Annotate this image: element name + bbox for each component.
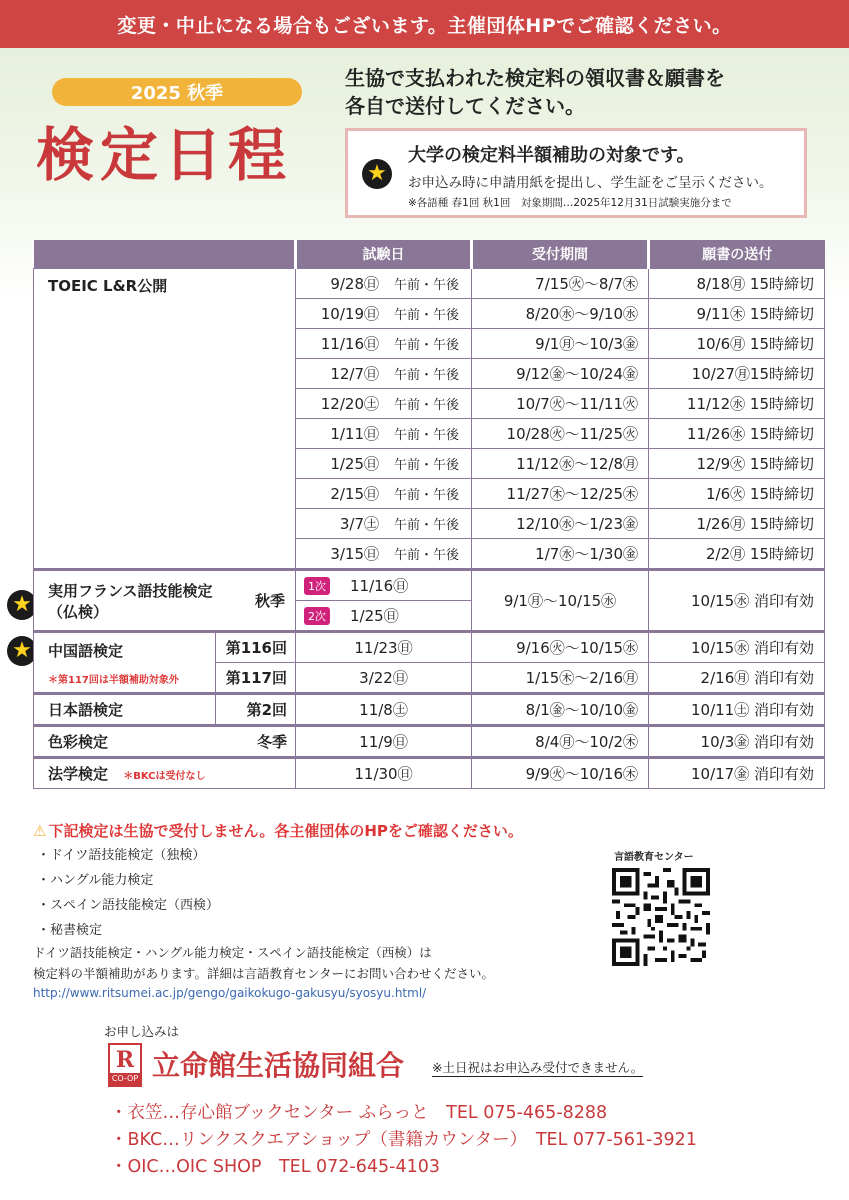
table-row [34, 632, 825, 663]
list-item: ・ハングル能力検定 [37, 873, 154, 888]
list-item: ・スペイン語技能検定（西検） [37, 898, 220, 913]
shop-item: ・衣笠…存心館ブックセンター ふらっと TEL 075-465-8288 [110, 1103, 608, 1123]
warning-icon: ⚠ [33, 822, 47, 840]
exam-date: 10/19㊐ 午前・午後 [296, 299, 472, 329]
round: 第2回 [216, 694, 296, 726]
shop-item: ・OIC…OIC SHOP TEL 072-645-4103 [110, 1157, 440, 1177]
info-link[interactable]: http://www.ritsumei.ac.jp/gengo/gaikokugo-gakusyu/syosyu.html/ [33, 986, 427, 1000]
coop-name: 立命館生活協同組合 [152, 1049, 405, 1082]
send-deadline: 10/11㊏ 消印有効 [649, 694, 825, 726]
period: 10/7㊋～11/11㊋ [472, 389, 649, 419]
not-accepted-list [37, 843, 219, 943]
exam-date: 2/15㊐ 午前・午後 [296, 479, 472, 509]
exam-date: 11/30㊐ [296, 758, 472, 789]
period: 9/1㊊～10/3㊎ [472, 329, 649, 359]
list-item: ・秘書検定 [37, 923, 103, 938]
exam-date: 11/8㊏ [296, 694, 472, 726]
star-icon: ★ [7, 636, 37, 666]
exam-date: 11/9㊐ [296, 726, 472, 758]
send-deadline: 10/15㊌ 消印有効 [649, 632, 825, 663]
coop-logo: R CO-OP [108, 1043, 142, 1087]
period: 1/15㊍～2/16㊊ [472, 663, 649, 694]
send-deadline: 8/18㊊ 15時締切 [649, 269, 825, 299]
exam-date: 1/11㊐ 午前・午後 [296, 419, 472, 449]
apply-label: お申し込みは [104, 1024, 180, 1039]
table-row [34, 726, 825, 758]
send-deadline: 10/3㊎ 消印有効 [649, 726, 825, 758]
period: 9/9㊋～10/16㊍ [472, 758, 649, 789]
round: 第116回 [216, 632, 296, 663]
exam-name-chinese: 中国語検定 ＊第117回は半額補助対象外 [34, 632, 216, 694]
notice-text [345, 64, 725, 120]
table-header-row [34, 240, 825, 269]
chinese-note: ＊第117回は半額補助対象外 [48, 674, 179, 686]
color-round: 冬季 [256, 733, 287, 751]
warning-line: ⚠ 下記検定は生協で受付しません。各主催団体のHPをご確認ください。 [33, 822, 523, 840]
half-subsidy-note: ドイツ語技能検定・ハングル能力検定・スペイン語技能検定（西検）は 検定料の半額補助があります。詳細は言語教育センターにお問い合わせください。 [33, 945, 495, 981]
subsidy-title: 大学の検定料半額補助の対象です。 [408, 145, 695, 166]
subsidy-note: ※各語種 春1回 秋1回 対象期間…2025年12月31日試験実施分まで [408, 197, 732, 209]
period: 1/7㊌～1/30㊎ [472, 539, 649, 570]
season-pill: 2025 秋季 [52, 78, 302, 106]
period: 8/20㊌～9/10㊌ [472, 299, 649, 329]
exam-date: 11/23㊐ [296, 632, 472, 663]
exam-date: 9/28㊐ 午前・午後 [296, 269, 472, 299]
exam-name-japanese: 日本語検定 [34, 694, 216, 726]
subsidy-text: お申込み時に申請用紙を提出し、学生証をご呈示ください。 [408, 175, 773, 191]
send-deadline: 10/27㊊15時締切 [649, 359, 825, 389]
shop-item: ・BKC…リンクスクエアショップ（書籍カウンター） TEL 077-561-3921 [110, 1130, 697, 1150]
period: 11/12㊌～12/8㊊ [472, 449, 649, 479]
exam-name-color: 色彩検定 冬季 [34, 726, 296, 758]
send-deadline: 1/6㊋ 15時締切 [649, 479, 825, 509]
period: 8/4㊊～10/2㊍ [472, 726, 649, 758]
qr-code-icon[interactable] [612, 868, 710, 966]
send-deadline: 10/15㊌ 消印有効 [649, 570, 825, 632]
exam-date: 12/7㊐ 午前・午後 [296, 359, 472, 389]
exam-name-law: 法学検定 ＊BKCは受付なし [34, 758, 296, 789]
exam-date: 3/15㊐ 午前・午後 [296, 539, 472, 570]
exam-name-toeic: TOEIC L&R公開 [34, 269, 296, 570]
list-item: ・ドイツ語技能検定（独検） [37, 848, 206, 863]
table-row [34, 570, 825, 601]
french-name-line1: 実用フランス語技能検定 [48, 581, 213, 600]
stage-tag: 2次 [304, 607, 330, 625]
send-deadline: 2/2㊊ 15時締切 [649, 539, 825, 570]
send-deadline: 11/26㊌ 15時締切 [649, 419, 825, 449]
closed-note: ※土日祝はお申込み受付できません。 [432, 1060, 644, 1075]
law-note: ＊BKCは受付なし [123, 771, 206, 782]
header-send: 願書の送付 [649, 240, 825, 269]
exam-date: 3/7㊏ 午前・午後 [296, 509, 472, 539]
period: 9/16㊋～10/15㊌ [472, 632, 649, 663]
page-title: 検定日程 [36, 121, 293, 189]
qr-label: 言語教育センター [614, 852, 694, 863]
period: 10/28㊋～11/25㊋ [472, 419, 649, 449]
period: 11/27㊍～12/25㊍ [472, 479, 649, 509]
send-deadline: 2/16㊊ 消印有効 [649, 663, 825, 694]
exam-date: 2次 1/25㊐ [296, 601, 472, 632]
period: 8/1㊎～10/10㊎ [472, 694, 649, 726]
send-deadline: 10/6㊊ 15時締切 [649, 329, 825, 359]
subsidy-box [345, 128, 807, 218]
exam-date: 1次 11/16㊐ [296, 570, 472, 601]
table-row [34, 694, 825, 726]
period: 9/1㊊～10/15㊌ [472, 570, 649, 632]
table-row [34, 758, 825, 789]
send-deadline: 9/11㊍ 15時締切 [649, 299, 825, 329]
period: 12/10㊌～1/23㊎ [472, 509, 649, 539]
french-name-line2: （仏検） [48, 602, 109, 621]
send-deadline: 1/26㊊ 15時締切 [649, 509, 825, 539]
star-icon: ★ [362, 159, 392, 189]
stage-tag: 1次 [304, 577, 330, 595]
round: 第117回 [216, 663, 296, 694]
header-blank [34, 240, 296, 269]
star-icon: ★ [7, 590, 37, 620]
exam-date: 3/22㊐ [296, 663, 472, 694]
shop-list [110, 1100, 697, 1181]
header-period: 受付期間 [472, 240, 649, 269]
send-deadline: 12/9㊋ 15時締切 [649, 449, 825, 479]
table-row [34, 269, 825, 299]
send-deadline: 11/12㊌ 15時締切 [649, 389, 825, 419]
exam-date: 12/20㊏ 午前・午後 [296, 389, 472, 419]
exam-name-french [34, 570, 296, 632]
schedule-table [33, 240, 825, 789]
header-exam-date: 試験日 [296, 240, 472, 269]
notice-line-1: 生協で支払われた検定料の領収書＆願書を [345, 66, 725, 90]
period: 9/12㊎～10/24㊎ [472, 359, 649, 389]
period: 7/15㊋～8/7㊍ [472, 269, 649, 299]
notice-line-2: 各自で送付してください。 [345, 94, 585, 118]
french-season: 秋季 [254, 592, 285, 610]
exam-date: 1/25㊐ 午前・午後 [296, 449, 472, 479]
top-banner: 変更・中止になる場合もございます。主催団体HPでご確認ください。 [0, 0, 849, 48]
exam-date: 11/16㊐ 午前・午後 [296, 329, 472, 359]
send-deadline: 10/17㊎ 消印有効 [649, 758, 825, 789]
